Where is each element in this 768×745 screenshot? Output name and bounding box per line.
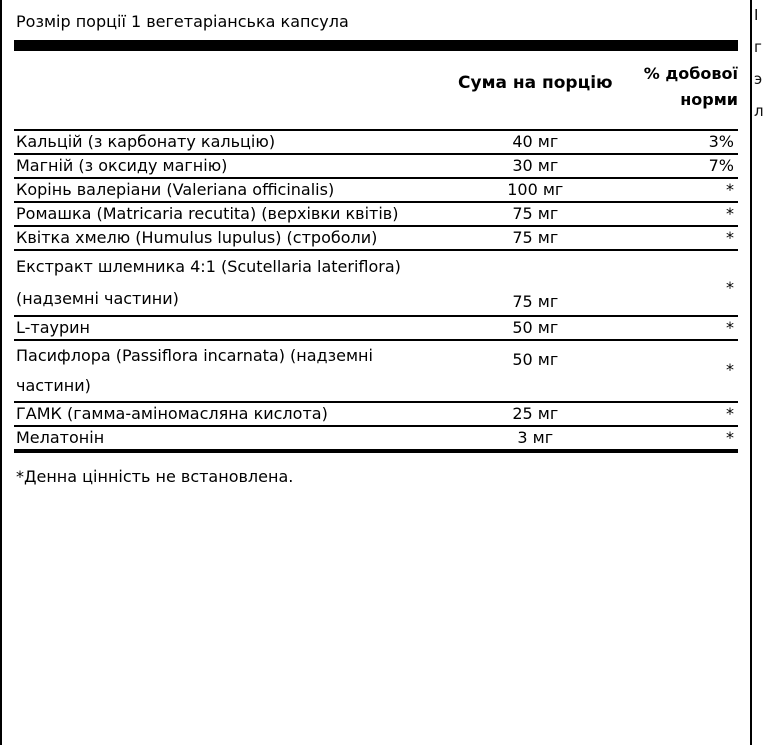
nutrient-amount: 50 мг [512,350,559,369]
nutrient-amount: 100 мг [507,180,564,199]
nutrient-name: Кальцій (з карбонату кальцію) [16,132,276,151]
nutrient-name: Екстракт шлемника 4:1 (Scutellaria lateriflora) (надземні частини) [16,257,401,308]
header-daily-value [622,51,738,129]
table-row [14,317,738,339]
table-row [14,179,738,201]
nutrient-daily-value: * [726,404,734,423]
nutrient-amount: 75 мг [512,228,559,247]
nutrient-name: Мелатонін [16,428,105,447]
serving-size-text: Розмір порції 1 вегетаріанська капсула [16,12,349,31]
nutrient-daily-value: 7% [708,156,734,175]
nutrient-amount: 40 мг [512,132,559,151]
header-amount-per-serving: Сума на порцію [458,73,613,93]
nutrient-name: Магній (з оксиду магнію) [16,156,228,175]
nutrient-name: ГАМК (гамма-аміномасляна кислота) [16,404,328,423]
page-edge-fragments [752,0,768,745]
nutrient-amount: 75 мг [512,204,559,223]
serving-size-row [14,0,738,40]
table-row [14,203,738,225]
nutrient-daily-value: * [726,228,734,247]
nutrient-amount: 75 мг [512,292,559,311]
nutrition-table-body [14,51,738,449]
edge-fragment: л [754,102,764,120]
edge-fragment: э [754,70,763,88]
table-row [14,251,738,315]
nutrient-daily-value: * [726,360,734,379]
footnote-text: *Денна цінність не встановлена. [16,467,294,486]
table-row [14,403,738,425]
edge-fragment: г [754,38,762,56]
nutrient-amount: 30 мг [512,156,559,175]
header-daily-value-line1: % добової [643,64,738,83]
table-row [14,427,738,449]
edge-fragment: І [754,6,759,24]
nutrient-daily-value: * [726,204,734,223]
divider-thick-top [14,40,738,51]
header-spacer [14,51,448,129]
nutrient-name: Пасифлора (Passiflora incarnata) (надземні частини) [16,346,373,395]
nutrition-table [14,51,738,449]
nutrient-amount: 25 мг [512,404,559,423]
table-row [14,155,738,177]
bottom-spacer [14,487,738,517]
nutrient-name: Корінь валеріани (Valeriana officinalis) [16,180,335,199]
nutrient-amount: 3 мг [517,428,554,447]
table-row [14,227,738,249]
nutrient-daily-value: * [726,318,734,337]
nutrient-daily-value: 3% [708,132,734,151]
nutrient-daily-value: * [726,180,734,199]
nutrient-amount: 50 мг [512,318,559,337]
nutrient-daily-value: * [726,428,734,447]
header-daily-value-line2: норми [680,90,738,109]
nutrient-name: Квітка хмелю (Humulus lupulus) (строболи) [16,228,378,247]
nutrient-name: Ромашка (Matricaria recutita) (верхівки квітів) [16,204,399,223]
table-row [14,341,738,401]
table-row [14,131,738,153]
table-header-row [14,51,738,129]
nutrient-daily-value: * [726,278,734,297]
nutrient-name: L-таурин [16,318,91,337]
